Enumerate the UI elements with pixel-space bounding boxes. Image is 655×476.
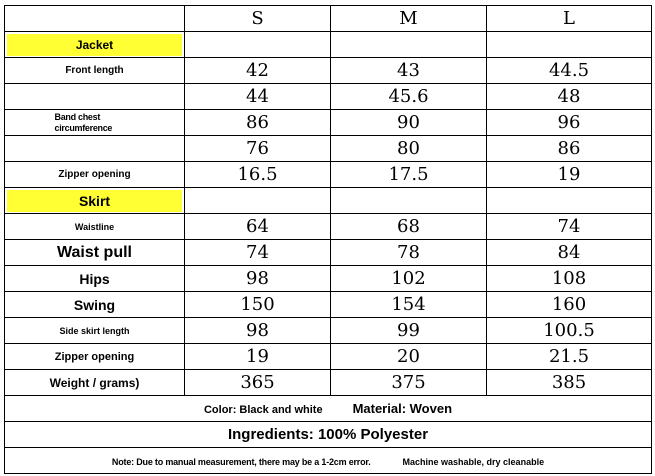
cell-value: 100.5 (487, 318, 652, 344)
cell-value: 78 (331, 240, 487, 266)
table-row (5, 162, 652, 188)
corner-cell (5, 6, 185, 32)
table-row (5, 266, 652, 292)
cell-value: 150 (185, 292, 331, 318)
cell-value: 86 (487, 136, 652, 162)
size-chart-table (4, 5, 652, 474)
row-label: Waist pull (5, 240, 185, 266)
size-m-header: M (331, 6, 487, 32)
material-text: Material: Woven (352, 400, 453, 416)
table-row (5, 240, 652, 266)
table-row (5, 84, 652, 110)
cell-value: 74 (487, 214, 652, 240)
size-l-header: L (487, 6, 652, 32)
empty-cell (487, 32, 652, 58)
table-row (5, 110, 652, 136)
table-row (5, 318, 652, 344)
size-header-row (5, 6, 652, 32)
cell-value: 80 (331, 136, 487, 162)
cell-value: 96 (487, 110, 652, 136)
cell-value: 90 (331, 110, 487, 136)
row-label: Waistline (5, 214, 185, 240)
color-text: Color: Black and white (203, 403, 323, 416)
table-row (5, 344, 652, 370)
cell-value: 385 (487, 370, 652, 396)
cell-value: 45.6 (331, 84, 487, 110)
footer-cell (5, 448, 652, 474)
footer-cell (5, 422, 652, 448)
table-row (5, 58, 652, 84)
jacket-section-row (5, 32, 652, 58)
row-label: Zipper opening (5, 162, 185, 188)
row-label: Side skirt length (5, 318, 185, 344)
cell-value: 48 (487, 84, 652, 110)
cell-value: 375 (331, 370, 487, 396)
footer-note-row (5, 448, 652, 474)
size-s-header: S (185, 6, 331, 32)
cell-value: 19 (185, 344, 331, 370)
row-label: Hips (5, 266, 185, 292)
row-label (5, 136, 185, 162)
cell-value: 68 (331, 214, 487, 240)
skirt-section-row (5, 188, 652, 214)
cell-value: 86 (185, 110, 331, 136)
cell-value: 21.5 (487, 344, 652, 370)
empty-cell (331, 32, 487, 58)
cell-value: 160 (487, 292, 652, 318)
cell-value: 76 (185, 136, 331, 162)
cell-value: 19 (487, 162, 652, 188)
cell-value: 365 (185, 370, 331, 396)
skirt-section-label: Skirt (7, 190, 182, 212)
cell-value: 43 (331, 58, 487, 84)
empty-cell (185, 32, 331, 58)
jacket-section-label: Jacket (7, 34, 182, 56)
table-row (5, 136, 652, 162)
cell-value: 16.5 (185, 162, 331, 188)
footer-color-material-row (5, 396, 652, 422)
skirt-section-cell (5, 188, 185, 214)
cell-value: 108 (487, 266, 652, 292)
footer-cell (5, 396, 652, 422)
cell-value: 98 (185, 266, 331, 292)
cell-value: 42 (185, 58, 331, 84)
row-label-cell (5, 110, 185, 136)
empty-cell (487, 188, 652, 214)
cell-value: 64 (185, 214, 331, 240)
cell-value: 44.5 (487, 58, 652, 84)
wash-instructions: Machine washable, dry cleanable (402, 456, 545, 467)
jacket-section-cell (5, 32, 185, 58)
measurement-note: Note: Due to manual measurement, there may be a 1-2cm error. (111, 456, 371, 467)
cell-value: 98 (185, 318, 331, 344)
cell-value: 99 (331, 318, 487, 344)
cell-value: 74 (185, 240, 331, 266)
cell-value: 102 (331, 266, 487, 292)
cell-value: 84 (487, 240, 652, 266)
cell-value: 20 (331, 344, 487, 370)
row-label: Swing (5, 292, 185, 318)
empty-cell (331, 188, 487, 214)
row-label: Band chest circumference (54, 111, 113, 133)
row-label (5, 84, 185, 110)
row-label: Weight / grams) (5, 370, 185, 396)
cell-value: 17.5 (331, 162, 487, 188)
table-row (5, 370, 652, 396)
row-label: Front length (5, 58, 185, 84)
table-row (5, 214, 652, 240)
cell-value: 44 (185, 84, 331, 110)
ingredients-text: Ingredients: 100% Polyester (227, 425, 429, 443)
table-row (5, 292, 652, 318)
footer-ingredients-row (5, 422, 652, 448)
row-label: Zipper opening (5, 344, 185, 370)
empty-cell (185, 188, 331, 214)
cell-value: 154 (331, 292, 487, 318)
